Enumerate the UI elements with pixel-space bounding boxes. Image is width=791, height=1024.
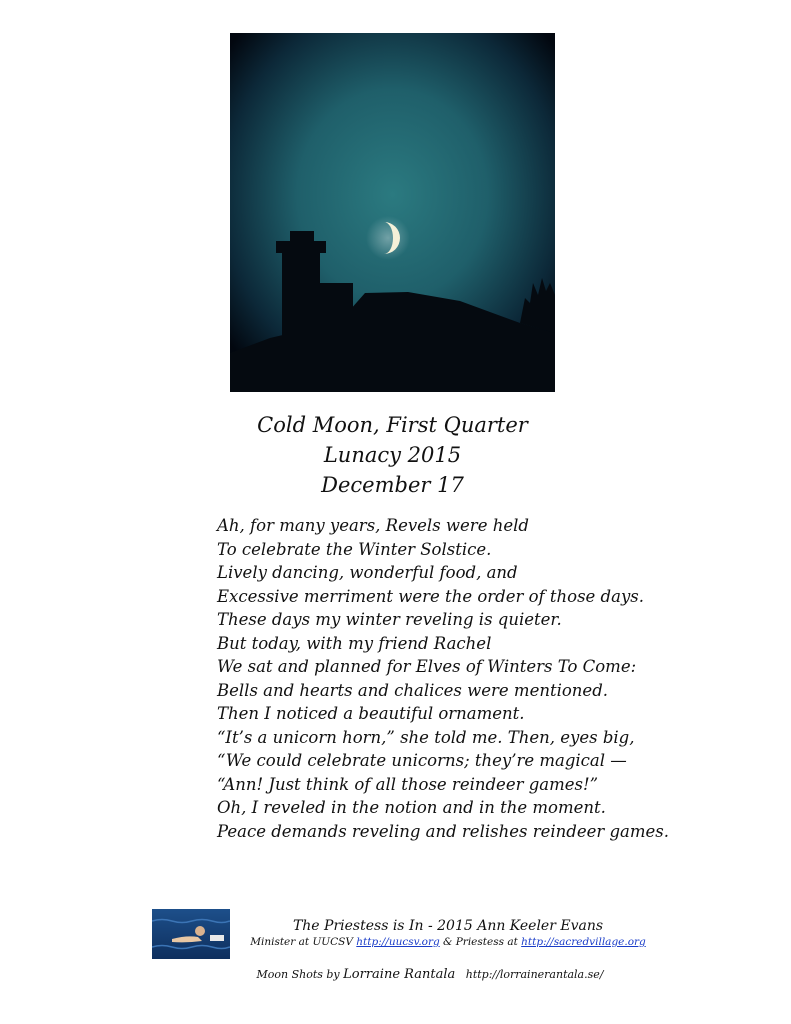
- poem-title: Cold Moon, First Quarter: [257, 413, 528, 437]
- poem-date: December 17: [321, 473, 464, 497]
- photographer-link: http://lorrainerantala.se/: [465, 968, 604, 981]
- poem-line: “It’s a unicorn horn,” she told me. Then, eyes big,: [217, 727, 635, 747]
- moon-rooftop-image: [230, 33, 555, 392]
- moonshots-label: Moon Shots by: [256, 968, 344, 981]
- poem-line: Bells and hearts and chalices were mentioned.: [217, 680, 608, 700]
- poem-body: [217, 514, 687, 843]
- minister-label: Minister at UUCSV: [250, 936, 357, 948]
- priestess-label: & Priestess at: [439, 936, 522, 948]
- credit-links: [238, 935, 658, 950]
- poem-line: We sat and planned for Elves of Winters To Come:: [217, 657, 637, 676]
- poem-line: These days my winter reveling is quieter.: [217, 610, 562, 629]
- swimmer-photo: [152, 909, 230, 959]
- poem-line: Peace demands reveling and relishes reindeer games.: [217, 821, 670, 841]
- photographer-name: Lorraine Rantala: [343, 967, 456, 982]
- poem-line: “We could celebrate unicorns; they’re magical —: [217, 751, 627, 770]
- poem-line: But today, with my friend Rachel: [217, 633, 492, 653]
- photo-credit: [250, 967, 610, 982]
- swimmer-head: [195, 926, 205, 936]
- credit-block: [238, 917, 658, 950]
- poem-line: Then I noticed a beautiful ornament.: [217, 704, 525, 723]
- poem-line: Oh, I reveled in the notion and in the moment.: [217, 798, 606, 817]
- poem-line: To celebrate the Winter Solstice.: [217, 539, 492, 559]
- sacredvillage-link[interactable]: http://sacredvillage.org: [521, 936, 646, 948]
- poem-title-block: [230, 410, 555, 500]
- poem-line: Lively dancing, wonderful food, and: [217, 563, 518, 582]
- poem-line: Ah, for many years, Revels were held: [217, 516, 529, 535]
- poem-subtitle: Lunacy 2015: [323, 443, 462, 467]
- credit-title: The Priestess is In - 2015 Ann Keeler Evans: [292, 918, 604, 934]
- poem-line: Excessive merriment were the order of those days.: [217, 586, 644, 606]
- moon-photo: [230, 33, 555, 392]
- swimmer-image: [152, 909, 230, 959]
- poem-line: “Ann! Just think of all those reindeer games!”: [217, 774, 599, 794]
- uucsv-link[interactable]: http://uucsv.org: [356, 936, 440, 948]
- chimney-silhouette: [282, 248, 320, 343]
